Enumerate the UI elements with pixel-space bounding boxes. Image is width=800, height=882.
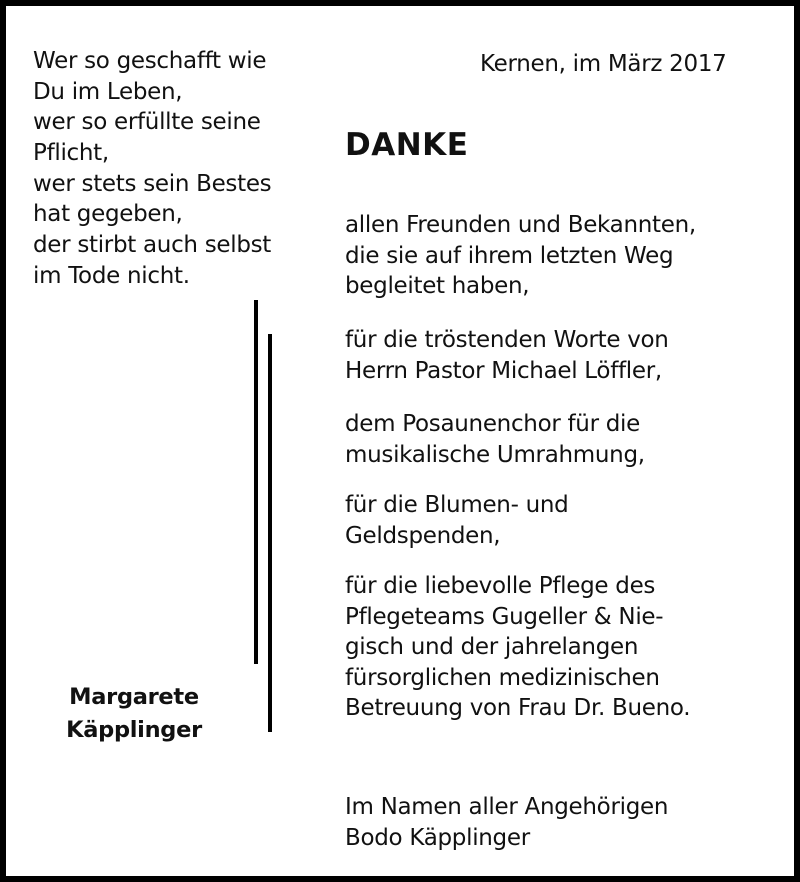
paragraph-line: Betreuung von Frau Dr. Bueno. <box>345 695 691 721</box>
poem-line: Pflicht, <box>33 140 109 167</box>
poem-line: wer stets sein Bestes <box>33 170 272 197</box>
thanks-paragraph-pastor <box>345 325 669 386</box>
paragraph-line: Pflegeteams Gugeller & Nie- <box>345 603 664 630</box>
thanks-paragraph-flowers <box>345 490 568 551</box>
paragraph-line: gisch und der jahrelangen <box>345 634 639 660</box>
deceased-last-name: Käpplinger <box>66 717 202 743</box>
paragraph-line: Geldspenden, <box>345 522 501 549</box>
thanks-paragraph-friends <box>345 210 696 302</box>
poem <box>33 46 271 292</box>
poem-line: wer so erfüllte seine <box>33 109 261 136</box>
poem-line: der stirbt auch selbst <box>33 232 272 259</box>
thanks-paragraph-choir <box>345 409 645 470</box>
poem-line: hat gegeben, <box>33 201 183 228</box>
paragraph-line: für die Blumen- und <box>345 492 569 518</box>
poem-line: im Tode nicht. <box>33 262 190 289</box>
notice-title: DANKE <box>345 127 469 163</box>
paragraph-line: die sie auf ihrem letzten Weg <box>345 242 674 269</box>
paragraph-line: dem Posaunenchor für die <box>345 411 640 437</box>
deceased-first-name: Margarete <box>69 684 199 710</box>
signature <box>345 792 668 853</box>
decorative-line-left <box>254 300 258 664</box>
paragraph-line: für die liebevolle Pflege des <box>345 573 656 599</box>
thanks-paragraph-care <box>345 571 690 724</box>
paragraph-line: begleitet haben, <box>345 273 530 299</box>
paragraph-line: für die tröstenden Worte von <box>345 327 669 353</box>
decorative-line-right <box>268 334 272 732</box>
deceased-name <box>34 681 234 747</box>
signature-line: Im Namen aller Angehörigen <box>345 794 669 820</box>
paragraph-line: fürsorglichen medizinischen <box>345 664 660 691</box>
paragraph-line: allen Freunden und Bekannten, <box>345 212 696 238</box>
poem-line: Wer so geschafft wie <box>33 48 267 74</box>
place-date: Kernen, im März 2017 <box>480 51 727 77</box>
signature-line: Bodo Käpplinger <box>345 824 530 851</box>
poem-line: Du im Leben, <box>33 78 183 105</box>
paragraph-line: Herrn Pastor Michael Löffler, <box>345 357 662 384</box>
paragraph-line: musikalische Umrahmung, <box>345 441 645 468</box>
